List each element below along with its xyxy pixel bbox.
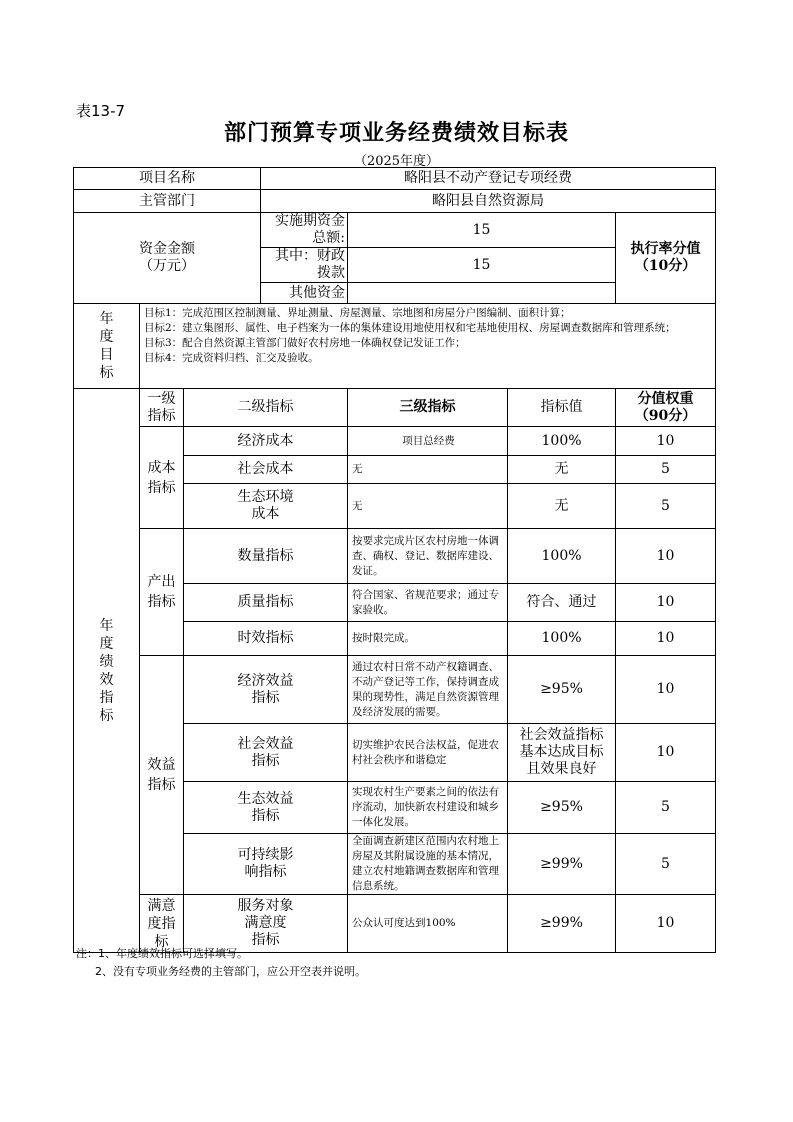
table-row [74, 656, 716, 724]
value-cell: 100% [508, 427, 616, 456]
weight-cell: 10 [616, 427, 716, 456]
benefit-indicator-label: 效益 指标 [140, 656, 184, 895]
level3-cell: 公众认可度达到100% [348, 895, 508, 953]
level3-cell: 实现农村生产要素之间的依法有序流动，加快新农村建设和城乡一体化发展。 [348, 782, 508, 834]
value-cell: 社会效益指标 基本达成目标 且效果良好 [508, 724, 616, 782]
level3-cell: 按要求完成片区农村房地一体调查、确权、登记、数据库建设、发证。 [348, 529, 508, 584]
annual-goals-label: 年 度 目 标 [74, 304, 140, 389]
level2-cell: 数量指标 [184, 529, 348, 584]
fund-label-line-2: （万元） [139, 258, 195, 274]
fiscal-fund-label: 其中：财政拨款 [261, 248, 348, 283]
weight-cell: 10 [616, 529, 716, 584]
footnote-2: 2、没有专项业务经费的主管部门，应公开空表并说明。 [95, 965, 366, 978]
level2-cell: 可持续影 响指标 [184, 834, 348, 895]
annual-indicators-label: 年 度 绩 效 指 标 [74, 389, 140, 953]
goal-item-1: 目标1：完成范围区控制测量、界址测量、房屋测量、宗地图和房屋分户图编制、面积计算； [144, 307, 571, 319]
weight-cell: 10 [616, 622, 716, 656]
page-title: 部门预算专项业务经费绩效目标表 [223, 120, 569, 146]
level2-cell: 质量指标 [184, 584, 348, 622]
total-fund-value: 15 [348, 213, 616, 248]
total-fund-label: 实施期资金总额: [261, 213, 348, 248]
weight-cell: 5 [616, 834, 716, 895]
level3-cell: 无 [348, 484, 508, 529]
execution-rate-label: 执行率分值 [630, 241, 701, 257]
footnotes [76, 945, 366, 981]
level3-cell: 项目总经费 [348, 427, 508, 456]
value-cell: 100% [508, 622, 616, 656]
fiscal-fund-value: 15 [348, 248, 616, 283]
level3-cell: 符合国家、省规范要求；通过专家验收。 [348, 584, 508, 622]
performance-table [73, 167, 716, 953]
project-name-value: 略阳县不动产登记专项经费 [261, 168, 716, 190]
level2-cell: 时效指标 [184, 622, 348, 656]
other-fund-label: 其他资金 [261, 283, 348, 304]
other-fund-value [348, 283, 616, 304]
header-weight: 分值权重 （90分） [616, 389, 716, 427]
value-cell: 无 [508, 484, 616, 529]
fund-amount-label [74, 213, 261, 304]
output-indicator-label: 产出 指标 [140, 529, 184, 656]
table-code: 表13-7 [76, 102, 126, 120]
weight-cell: 5 [616, 484, 716, 529]
department-label: 主管部门 [74, 190, 261, 213]
execution-rate-points: （10分） [634, 258, 697, 274]
goal-item-3: 目标3：配合自然资源主管部门做好农村房地一体确权登记发证工作； [144, 337, 466, 349]
value-cell: ≥95% [508, 782, 616, 834]
footnote-1: 注：1、年度绩效指标可选择填写。 [76, 947, 248, 960]
weight-cell: 10 [616, 724, 716, 782]
weight-cell: 10 [616, 584, 716, 622]
level2-cell: 社会效益 指标 [184, 724, 348, 782]
value-cell: ≥99% [508, 834, 616, 895]
level2-cell: 生态效益 指标 [184, 782, 348, 834]
header-level2: 二级指标 [184, 389, 348, 427]
department-value: 略阳县自然资源局 [261, 190, 716, 213]
level2-cell: 经济成本 [184, 427, 348, 456]
weight-cell: 5 [616, 456, 716, 484]
table-row [74, 529, 716, 584]
satisfaction-indicator-label: 满意 度指 标 [140, 895, 184, 953]
weight-cell: 10 [616, 656, 716, 724]
level2-cell: 经济效益 指标 [184, 656, 348, 724]
level3-cell: 全面调查新建区范围内农村地上房屋及其附属设施的基本情况，建立农村地籍调查数据库和管理信息系统。 [348, 834, 508, 895]
goal-item-4: 目标4：完成资料归档、汇交及验收。 [144, 352, 319, 364]
execution-rate-score [616, 213, 716, 304]
value-cell: ≥95% [508, 656, 616, 724]
goal-item-2: 目标2：建立集图形、属性、电子档案为一体的集体建设用地使用权和宅基地使用权、房屋调查数据库和管理系统； [144, 322, 676, 334]
header-level1: 一级 指标 [140, 389, 184, 427]
level3-cell: 无 [348, 456, 508, 484]
level2-cell: 生态环境 成本 [184, 484, 348, 529]
project-name-label: 项目名称 [74, 168, 261, 190]
fiscal-year: （2025年度） [353, 154, 440, 169]
weight-cell: 5 [616, 782, 716, 834]
header-value: 指标值 [508, 389, 616, 427]
cost-indicator-label: 成本 指标 [140, 427, 184, 529]
fund-label-line-1: 资金金额 [139, 241, 195, 257]
value-cell: 符合、通过 [508, 584, 616, 622]
annual-goals-content [140, 304, 716, 389]
value-cell: 100% [508, 529, 616, 584]
level3-cell: 按时限完成。 [348, 622, 508, 656]
value-cell: 无 [508, 456, 616, 484]
header-level3: 三级指标 [348, 389, 508, 427]
value-cell: ≥99% [508, 895, 616, 953]
table-row [74, 895, 716, 953]
weight-cell: 10 [616, 895, 716, 953]
level3-cell: 切实维护农民合法权益，促进农村社会秩序和谐稳定 [348, 724, 508, 782]
level2-cell: 服务对象 满意度 指标 [184, 895, 348, 953]
level3-cell: 通过农村日常不动产权籍调查、不动产登记等工作，保持调查成果的现势性，满足自然资源管理及经济发展的需要。 [348, 656, 508, 724]
table-row [74, 427, 716, 456]
level2-cell: 社会成本 [184, 456, 348, 484]
